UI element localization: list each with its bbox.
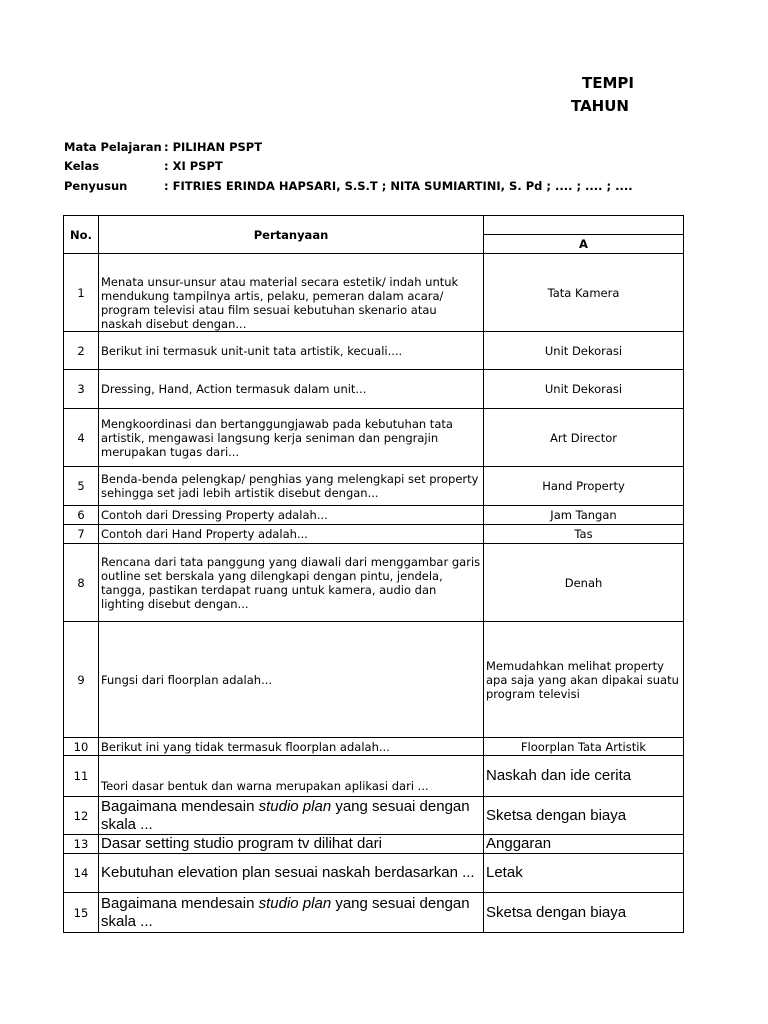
row-question: Berikut ini yang tidak termasuk floorplan adalah... xyxy=(99,738,484,756)
row-option-a: Art Director xyxy=(484,409,684,467)
row-option-a: Unit Dekorasi xyxy=(484,370,684,409)
row-option-a: Unit Dekorasi xyxy=(484,332,684,370)
row-question xyxy=(99,893,484,933)
row-question: Contoh dari Dressing Property adalah... xyxy=(99,506,484,525)
row-no: 10 xyxy=(64,738,99,756)
meta-subject xyxy=(64,140,262,154)
table-row xyxy=(64,254,684,332)
row-option-a: Jam Tangan xyxy=(484,506,684,525)
table-row xyxy=(64,332,684,370)
row-option-a: Letak xyxy=(484,854,684,893)
row-option-a: Sketsa dengan biaya xyxy=(484,893,684,933)
row-no: 3 xyxy=(64,370,99,409)
table-row xyxy=(64,544,684,622)
row-no: 14 xyxy=(64,854,99,893)
row-question-text-start: Bagaimana mendesain xyxy=(101,797,259,815)
table-row xyxy=(64,467,684,506)
row-option-a: Sketsa dengan biaya xyxy=(484,797,684,835)
table-row xyxy=(64,756,684,797)
row-question: Menata unsur-unsur atau material secara estetik/ indah untuk mendukung tampilnya artis, pelaku, pemeran dalam acara/ program televisi atau film sesuai kebutuhan skenario atau naskah disebut dengan... xyxy=(99,254,484,332)
header-question: Pertanyaan xyxy=(99,216,484,254)
meta-author-label: Penyusun xyxy=(64,179,128,193)
row-option-a: Hand Property xyxy=(484,467,684,506)
row-no: 5 xyxy=(64,467,99,506)
row-question-emphasis: studio plan xyxy=(258,797,332,815)
row-option-a: Denah xyxy=(484,544,684,622)
row-option-a: Anggaran xyxy=(484,835,684,854)
row-question: Rencana dari tata panggung yang diawali dari menggambar garis outline set berskala yang dilengkapi dengan pintu, jendela, tangga, pastikan terdapat ruang untuk kamera, audio dan lighting disebut dengan... xyxy=(99,544,484,622)
row-no: 8 xyxy=(64,544,99,622)
meta-subject-value: : PILIHAN PSPT xyxy=(164,140,263,154)
table-header-row xyxy=(64,216,684,235)
document-title-line-1: TEMPI xyxy=(582,74,634,92)
table-row xyxy=(64,622,684,738)
row-no: 2 xyxy=(64,332,99,370)
meta-subject-label: Mata Pelajaran xyxy=(64,140,162,154)
table-row xyxy=(64,797,684,835)
table-row xyxy=(64,835,684,854)
table-row xyxy=(64,738,684,756)
header-option-a: A xyxy=(484,235,684,254)
table-row xyxy=(64,370,684,409)
row-no: 1 xyxy=(64,254,99,332)
header-no: No. xyxy=(64,216,99,254)
row-question: Benda-benda pelengkap/ penghias yang melengkapi set property sehingga set jadi lebih artistik disebut dengan... xyxy=(99,467,484,506)
table-row xyxy=(64,525,684,544)
row-option-a: Tas xyxy=(484,525,684,544)
question-table-viewport xyxy=(0,215,679,935)
meta-class xyxy=(64,159,223,173)
row-question: Mengkoordinasi dan bertanggungjawab pada kebutuhan tata artistik, mengawasi langsung kerja seniman dan pengrajin merupakan tugas dari... xyxy=(99,409,484,467)
meta-class-value: : XI PSPT xyxy=(164,159,223,173)
row-question: Teori dasar bentuk dan warna merupakan aplikasi dari ... xyxy=(99,756,484,797)
row-no: 6 xyxy=(64,506,99,525)
row-no: 11 xyxy=(64,756,99,797)
row-option-a: Memudahkan melihat property apa saja yang akan dipakai suatu program televisi xyxy=(484,622,684,738)
row-option-a: Tata Kamera xyxy=(484,254,684,332)
row-question-emphasis: studio plan xyxy=(258,894,332,912)
row-option-a: Floorplan Tata Artistik xyxy=(484,738,684,756)
row-question-text-end: yang sesuai dengan skala ... xyxy=(101,797,470,833)
row-question: Contoh dari Hand Property adalah... xyxy=(99,525,484,544)
row-no: 9 xyxy=(64,622,99,738)
table-row xyxy=(64,409,684,467)
row-question: Dasar setting studio program tv dilihat dari xyxy=(99,835,484,854)
row-question xyxy=(99,797,484,835)
row-no: 4 xyxy=(64,409,99,467)
document-title-line-2: TAHUN xyxy=(571,97,629,115)
question-table xyxy=(63,215,684,933)
row-question-text-start: Bagaimana mendesain xyxy=(101,894,259,912)
table-row xyxy=(64,893,684,933)
row-question: Dressing, Hand, Action termasuk dalam unit... xyxy=(99,370,484,409)
row-question-text-end: yang sesuai dengan skala ... xyxy=(101,894,470,930)
table-row xyxy=(64,854,684,893)
row-no: 13 xyxy=(64,835,99,854)
meta-class-label: Kelas xyxy=(64,159,100,173)
row-no: 12 xyxy=(64,797,99,835)
meta-author-value: : FITRIES ERINDA HAPSARI, S.S.T ; NITA SUMIARTINI, S. Pd ; .... ; .... ; .... xyxy=(164,179,633,193)
row-question: Kebutuhan elevation plan sesuai naskah berdasarkan ... xyxy=(99,854,484,893)
row-no: 15 xyxy=(64,893,99,933)
row-option-a: Naskah dan ide cerita xyxy=(484,756,684,797)
row-no: 7 xyxy=(64,525,99,544)
header-answers-group xyxy=(484,216,684,235)
row-question: Berikut ini termasuk unit-unit tata artistik, kecuali.... xyxy=(99,332,484,370)
meta-author xyxy=(64,179,633,193)
row-question: Fungsi dari floorplan adalah... xyxy=(99,622,484,738)
table-row xyxy=(64,506,684,525)
